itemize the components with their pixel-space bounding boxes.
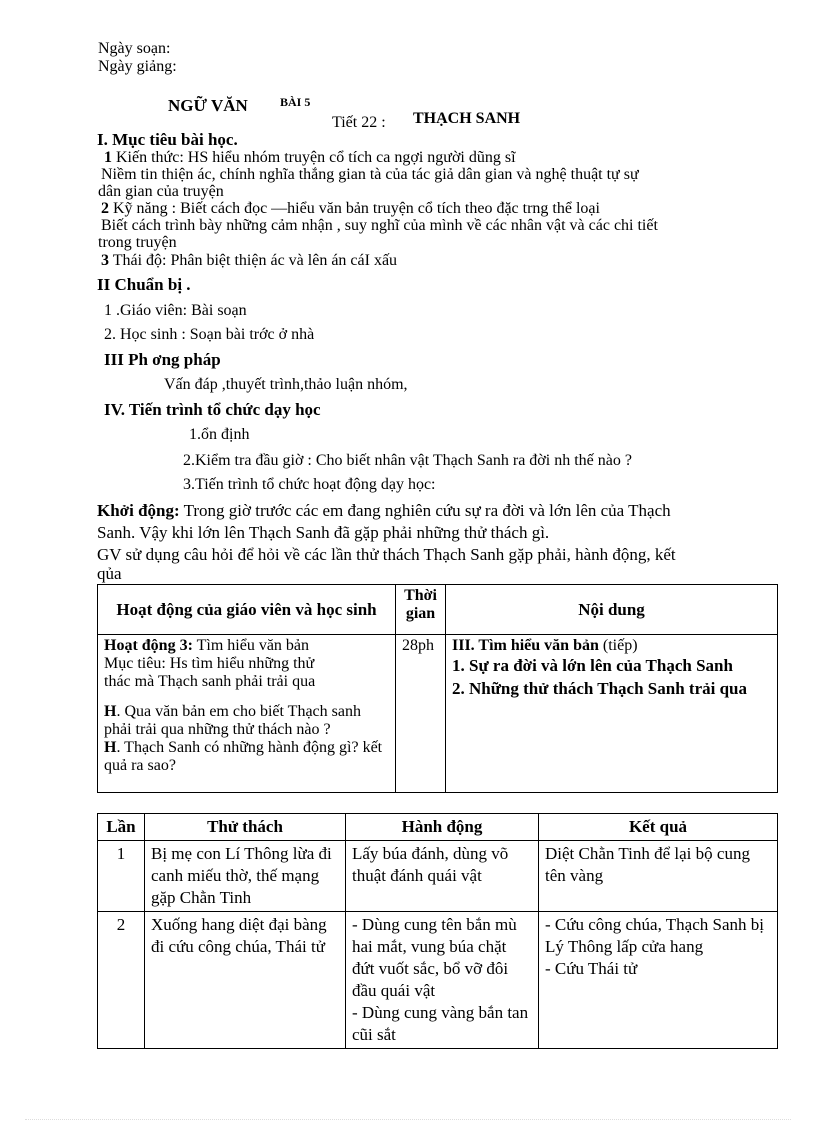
objective-attitude: 3 Thái độ: Phân biệt thiện ác và lên án cáI xấu (101, 252, 398, 269)
result-item: - Cứu công chúa, Thạch Sanh bị Lý Thông lấp cửa hang (545, 915, 764, 956)
subject-title: NGỮ VĂN (168, 96, 248, 115)
warmup-line: Khởi động: Trong giờ trước các em đang nghiên cứu sự ra đời và lớn lên của Thạch (97, 501, 671, 520)
table-row (98, 841, 778, 912)
row-result (539, 912, 778, 1049)
prep-date-label: Ngày soạn: (98, 40, 171, 57)
lesson-title: THẠCH SANH (413, 110, 521, 127)
section-4-heading: IV. Tiến trình tổ chức dạy học (104, 400, 321, 419)
action-item: - Dùng cung vàng bắn tan cũi sắt (352, 1003, 529, 1044)
result-item: - Cứu Thái tử (545, 959, 638, 978)
teach-date-label: Ngày giảng: (98, 58, 177, 75)
objective-knowledge: 1 Kiến thức: HS hiểu nhóm truyện cổ tích ca ngợi người dũng sĩ (104, 149, 516, 166)
content-item-2: 2. Những thử thách Thạch Sanh trải qua (452, 679, 748, 698)
row-challenge: Bị mẹ con Lí Thông lừa đi canh miếu thờ, thế mạng gặp Chằn Tinh (145, 841, 346, 912)
content-cell (446, 635, 778, 793)
row-result: Diệt Chằn Tinh để lại bộ cung tên vàng (539, 841, 778, 912)
header-content: Nội dung (446, 585, 778, 635)
page-footer-divider (25, 1119, 791, 1120)
row-lan: 1 (98, 841, 145, 912)
header-activity: Hoạt động của giáo viên và học sinh (98, 585, 396, 635)
header-time: Thời gian (396, 585, 446, 635)
content-heading: III. Tìm hiểu văn bản (tiếp) (452, 637, 638, 654)
header-lan: Lần (98, 814, 145, 841)
method-text: Vấn đáp ,thuyết trình,thảo luận nhóm, (164, 376, 408, 393)
period-label: Tiết 22 : (332, 114, 386, 131)
lesson-number: BÀI 5 (280, 95, 311, 109)
step-process: 3.Tiến trình tổ chức hoạt động dạy học: (183, 476, 436, 493)
objective-skills: 2 Kỹ năng : Biết cách đọc —hiểu văn bản truyện cổ tích theo đặc trng thể loại (101, 200, 600, 217)
objective-line: dân gian của truyện (98, 183, 224, 200)
teacher-note: GV sử dụng câu hỏi để hỏi về các lần thử thách Thạch Sanh gặp phải, hành động, kết (97, 545, 676, 564)
content-item-1: 1. Sự ra đời và lớn lên của Thạch Sanh (452, 656, 733, 675)
question-1: H. Qua văn bản em cho biết Thạch sanh phải trải qua những thử thách nào ? (104, 703, 361, 738)
step-stabilize: 1.ổn định (189, 426, 250, 443)
section-2-heading: II Chuẩn bị . (97, 275, 191, 294)
section-3-heading: III Ph ơng pháp (104, 350, 221, 369)
row-challenge: Xuống hang diệt đại bàng đi cứu công chúa, Thái tử (145, 912, 346, 1049)
objective-line: Niềm tin thiện ác, chính nghĩa thắng gian tà của tác giả dân gian và nghệ thuật tự sự (101, 166, 639, 183)
prep-student: 2. Học sinh : Soạn bài trớc ở nhà (104, 326, 315, 343)
row-lan: 2 (98, 912, 145, 1049)
section-1-heading: I. Mục tiêu bài học. (97, 130, 238, 149)
header-challenge: Thử thách (145, 814, 346, 841)
activity-goal: thác mà Thạch sanh phải trải qua (104, 673, 316, 690)
objective-line: Biết cách trình bày những cảm nhận , suy nghĩ của mình về các nhân vật và các chi tiết (101, 217, 658, 234)
challenge-table (97, 813, 778, 1049)
warmup-line: Sanh. Vậy khi lớn lên Thạch Sanh đã gặp phải những thử thách gì. (97, 523, 550, 542)
objective-line: trong truyện (98, 234, 177, 251)
table-row (98, 912, 778, 1049)
activity-table (97, 584, 778, 793)
activity-goal: Mục tiêu: Hs tìm hiểu những thử (104, 655, 315, 672)
question-2: H. Thạch Sanh có những hành động gì? kết quả ra sao? (104, 739, 383, 774)
header-result: Kết quả (539, 814, 778, 841)
time-cell: 28ph (396, 635, 446, 793)
teacher-note: qủa (97, 564, 122, 583)
step-check: 2.Kiểm tra đầu giờ : Cho biết nhân vật Thạch Sanh ra đời nh thế nào ? (183, 452, 632, 469)
prep-teacher: 1 .Giáo viên: Bài soạn (104, 302, 247, 319)
activity-cell (98, 635, 396, 793)
action-item: - Dùng cung tên bắn mù hai mắt, vung búa chặt đứt vuốt sắc, bổ vỡ đôi đầu quái vật (352, 915, 517, 1000)
activity-title: Hoạt động 3: Tìm hiểu văn bản (104, 637, 310, 654)
header-action: Hành động (346, 814, 539, 841)
row-action (346, 912, 539, 1049)
row-action: Lấy búa đánh, dùng võ thuật đánh quái vật (346, 841, 539, 912)
